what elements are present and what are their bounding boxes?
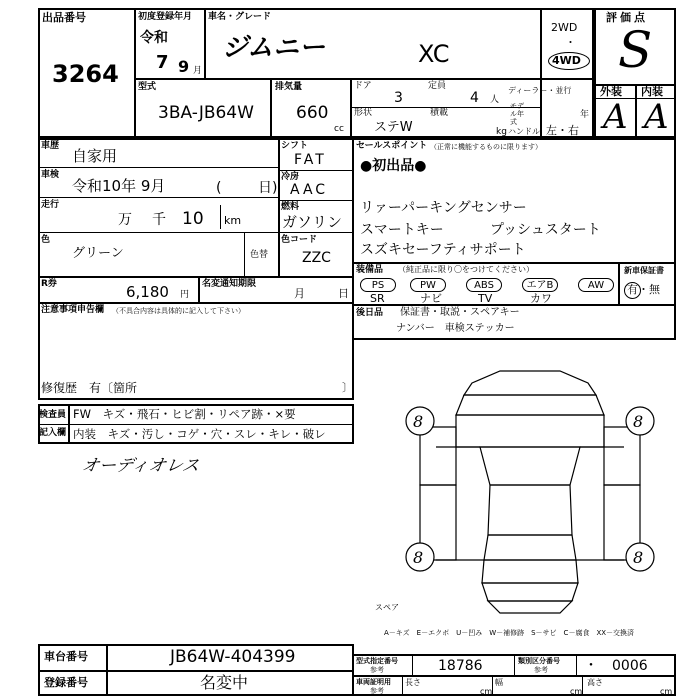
type-no-sub: 参考 (370, 666, 384, 674)
rating-score: S (618, 21, 653, 79)
damage-legend: A－キズ E－エクボ U－凹み W－補修跡 S－サビ C－腐食 XX－交換済 (384, 629, 635, 637)
fuel-label: 燃料 (281, 202, 300, 212)
rating-label: 評価点 (606, 11, 648, 24)
mileage-label: 走行 (41, 200, 60, 210)
class-no-label: 類別区分番号 (518, 657, 560, 665)
dims-width: 幅 (495, 678, 503, 687)
class-no-sub: 参考 (534, 666, 548, 674)
body-value: ステW (374, 120, 413, 135)
registration-label: 登録番号 (44, 676, 88, 689)
color-label: 色 (41, 235, 51, 245)
class-no-value: ・ 0006 (584, 658, 648, 674)
drive-2wd: 2WD (551, 21, 578, 34)
interior-grade: A (644, 97, 669, 137)
mileage-man: 万 (118, 212, 132, 228)
handle-label: ハンドル (508, 127, 540, 136)
chassis-number: JB64W-404399 (170, 647, 296, 667)
car-name: ジムニー (222, 33, 325, 63)
model-label: 型式 (138, 82, 157, 92)
tyre-mark-rr: 8 (633, 548, 644, 567)
warranty-value: 有・無 (627, 283, 660, 296)
car-label: 車名・グレード (208, 12, 272, 22)
doors-value: 3 (394, 90, 403, 106)
spare-label: スペア (375, 603, 399, 612)
dims-width-unit: cm (570, 687, 583, 696)
repair-history-close: 〕 (342, 381, 353, 394)
tyre-mark-rl: 8 (413, 548, 424, 567)
fuel-value: ガソリン (282, 213, 343, 231)
equip-leather: カワ (530, 292, 552, 305)
handwritten-note: オーディオレス (80, 456, 201, 476)
model-year-unit: 年 (580, 110, 590, 120)
lot-label: 出品番号 (42, 11, 86, 24)
recycle-value: 6,180 (126, 283, 169, 301)
equip-sr: SR (370, 292, 385, 305)
sales-label: セールスポイント (356, 141, 428, 151)
notes-label: 注意事項申告欄 (41, 305, 105, 315)
lot-number: 3264 (52, 60, 119, 88)
load-unit: kg (496, 127, 507, 137)
registration-value: 名変中 (200, 673, 249, 692)
recycle-label: R券 (41, 279, 57, 289)
exterior-label: 外装 (600, 85, 622, 98)
capacity-label: 定員 (428, 81, 447, 91)
inspector-label-2: 記入欄 (39, 428, 67, 438)
type-no-value: 18786 (438, 658, 483, 674)
interior-label: 内装 (641, 85, 663, 98)
name-change-label: 名変通知期限 (202, 279, 257, 289)
chassis-label: 車台番号 (44, 650, 88, 663)
repair-history: 修復歴 有〔箇所 (41, 381, 138, 395)
first-reg-month: 9 (178, 57, 190, 76)
sales-line-3: スマートキー (360, 222, 444, 238)
ac-label: 冷房 (281, 172, 300, 182)
mileage-value: 10 (182, 209, 204, 229)
equip-ps: PS (360, 278, 396, 292)
first-reg-era: 令和 (140, 30, 168, 46)
tyre-mark-fl: 8 (413, 412, 424, 431)
first-reg-month-unit: 月 (193, 66, 203, 76)
warranty-label: 新車保証書 (624, 266, 664, 275)
load-label: 積載 (430, 108, 449, 118)
dims-sub: 参考 (370, 687, 384, 695)
dims-label: 車両証明用 (356, 678, 391, 686)
handle-value: 左・右 (546, 124, 579, 137)
equip-pw: PW (410, 278, 446, 292)
mileage-sen: 千 (152, 212, 166, 228)
model-code: 3BA-JB64W (158, 103, 254, 123)
dims-height-unit: cm (660, 687, 673, 696)
sales-line-1: ●初出品● (360, 158, 427, 174)
dims-height: 高さ (587, 678, 603, 687)
inspector-row-1: FW キズ・飛石・ヒビ割・リペア跡・×要 (73, 407, 296, 421)
drive-dot: ・ (565, 36, 576, 49)
car-diagram (400, 355, 660, 620)
displacement-unit: cc (334, 124, 344, 134)
first-reg-year: 7 (156, 52, 169, 73)
shift-label: シフト (281, 141, 309, 151)
capacity-value: 4 (470, 90, 479, 106)
displacement-label: 排気量 (275, 82, 303, 92)
inspection-day: ( (216, 180, 222, 196)
equip-airbag: エアB (522, 278, 558, 292)
first-reg-label: 初度登録年月 (138, 12, 193, 22)
car-grade: XC (418, 40, 450, 68)
body-label: 形状 (354, 108, 373, 118)
color-code-value: ZZC (302, 250, 331, 266)
sales-line-4: プッシュスタート (490, 222, 601, 238)
sales-line-2: リァーパーキングセンサー (360, 200, 527, 216)
inspection-value: 令和10年 9月 (72, 177, 166, 195)
ac-value: AAC (290, 182, 329, 198)
equip-abs: ABS (466, 278, 502, 292)
tyre-mark-fr: 8 (633, 412, 644, 431)
exterior-grade: A (603, 97, 628, 137)
dealer-label: ディーラー・並行 (508, 86, 572, 95)
equip-aw: AW (578, 278, 614, 292)
inspector-label-1: 検査員 (39, 410, 67, 420)
inspector-row-2: 内装 キズ・汚し・コゲ・穴・スレ・キレ・破レ (73, 427, 326, 441)
mileage-unit: km (224, 214, 242, 227)
color-code-label: 色コード (281, 235, 318, 245)
history-value: 自家用 (72, 147, 118, 165)
capacity-unit: 人 (490, 95, 500, 105)
history-label: 車歴 (41, 141, 60, 151)
doors-label: ドア (354, 81, 372, 91)
dims-length-unit: cm (480, 687, 493, 696)
recycle-box (38, 276, 354, 304)
equipment-label: 装備品 (356, 265, 384, 275)
accessories-value: 保証書・取説・スペアキー (400, 307, 520, 318)
displacement-value: 660 (296, 103, 329, 123)
sales-line-5: スズキセーフティサポート (360, 242, 526, 258)
shift-value: FAT (294, 152, 327, 168)
inspection-label: 車検 (41, 170, 60, 180)
equip-navi: ナビ (420, 292, 442, 305)
inspection-day-close: 日) (258, 180, 278, 196)
accessories-value-2: ナンバー 車検ステッカー (396, 323, 515, 334)
name-change-day: 日 (338, 287, 349, 300)
color-change-label: 色替 (250, 250, 269, 260)
type-no-label: 型式指定番号 (356, 657, 398, 665)
name-change-month: 月 (294, 287, 305, 300)
sales-sublabel: （正常に機能するものに限ります） (430, 143, 542, 151)
notes-sublabel: （不具合内容は具体的に記入して下さい） (112, 307, 245, 315)
drive-4wd: 4WD (552, 54, 581, 67)
recycle-unit: 円 (180, 290, 190, 300)
accessories-label: 後日品 (356, 308, 384, 318)
model-year-label: モデル年式 (510, 102, 524, 126)
dims-length: 長さ (405, 678, 421, 687)
equipment-sublabel: （純正品に限り〇をつけてください） (398, 265, 534, 274)
equip-tv: TV (478, 292, 493, 305)
color-value: グリーン (72, 246, 124, 261)
